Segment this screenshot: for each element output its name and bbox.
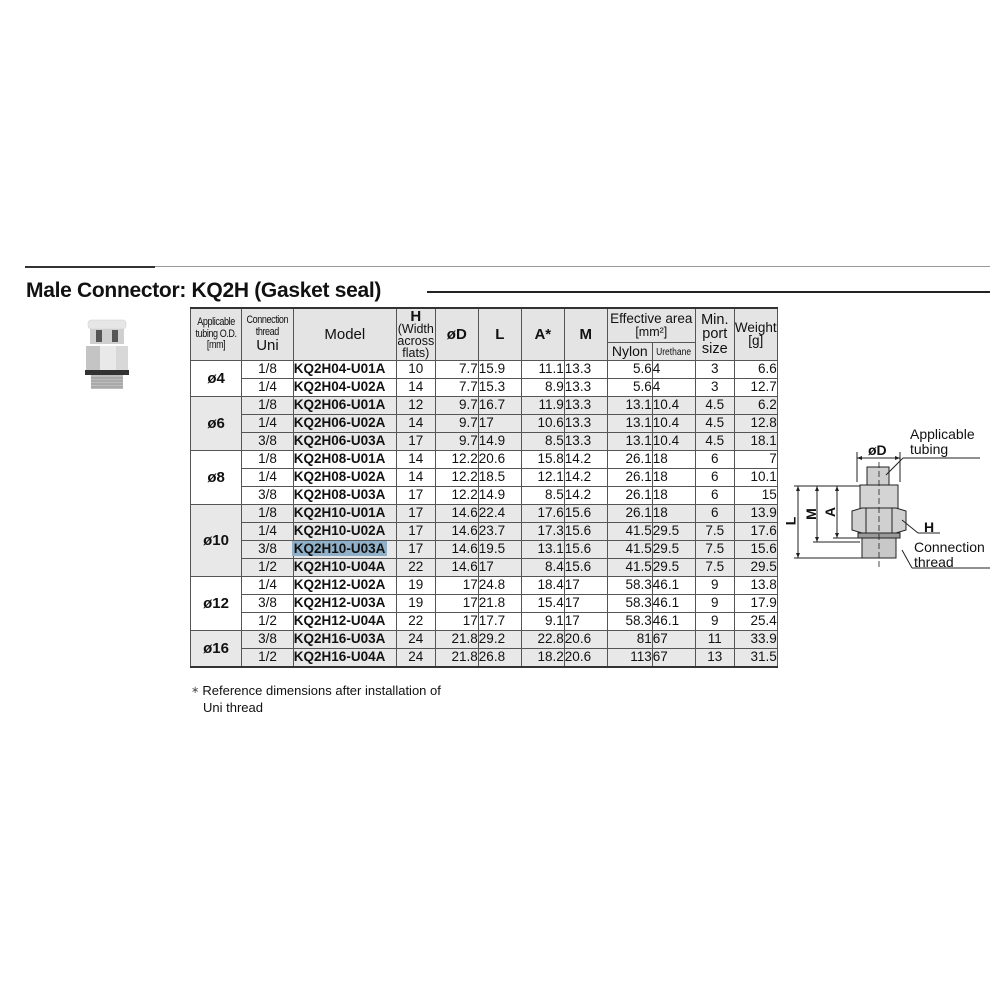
d-cell: 9.7: [435, 432, 478, 450]
a-cell: 18.4: [521, 576, 564, 594]
table-row: [191, 486, 778, 504]
table-row: [191, 378, 778, 396]
weight-cell: 13.9: [734, 504, 777, 522]
port-cell: 7.5: [695, 522, 734, 540]
nylon-cell: 41.5: [607, 522, 652, 540]
header-min-port-size: Min. port size: [695, 308, 734, 360]
header-weight: Weight [g]: [734, 308, 777, 360]
model-cell: KQ2H04-U02A: [293, 378, 396, 396]
weight-cell: 13.8: [734, 576, 777, 594]
table-row: [191, 540, 778, 558]
header-tubing-od: Applicable tubing O.D. [mm]: [191, 308, 242, 360]
a-cell: 18.2: [521, 648, 564, 667]
m-cell: 15.6: [564, 558, 607, 576]
l-cell: 29.2: [478, 630, 521, 648]
thread-cell: 1/4: [242, 576, 294, 594]
selected-model-text[interactable]: KQ2H10-U03A: [293, 541, 386, 557]
tubing-od-cell: ø10: [191, 504, 242, 576]
weight-cell: 12.7: [734, 378, 777, 396]
tubing-od-cell: ø6: [191, 396, 242, 450]
weight-cell: 29.5: [734, 558, 777, 576]
port-cell: 9: [695, 612, 734, 630]
a-cell: 8.9: [521, 378, 564, 396]
table-row: [191, 558, 778, 576]
footnote-line-1: Reference dimensions after installation of: [202, 683, 441, 698]
d-cell: 12.2: [435, 468, 478, 486]
nylon-cell: 26.1: [607, 504, 652, 522]
port-cell: 4.5: [695, 396, 734, 414]
l-cell: 14.9: [478, 486, 521, 504]
a-cell: 8.4: [521, 558, 564, 576]
model-cell: [293, 540, 396, 558]
d-cell: 14.6: [435, 558, 478, 576]
table-row: [191, 468, 778, 486]
a-cell: 9.1: [521, 612, 564, 630]
d-cell: 17: [435, 594, 478, 612]
h-cell: 17: [396, 432, 435, 450]
spec-table: [190, 307, 778, 668]
model-cell: KQ2H08-U02A: [293, 468, 396, 486]
h-cell: 17: [396, 486, 435, 504]
port-cell: 6: [695, 486, 734, 504]
diagram-label-l: L: [782, 516, 799, 526]
m-cell: 15.6: [564, 504, 607, 522]
footnote-line-2: Uni thread: [203, 700, 263, 715]
table-row: [191, 630, 778, 648]
m-cell: 15.6: [564, 522, 607, 540]
l-cell: 17: [478, 414, 521, 432]
diagram-label-thread-1: Connection: [914, 539, 985, 555]
tubing-od-cell: ø8: [191, 450, 242, 504]
urethane-cell: 18: [652, 486, 695, 504]
table-row: [191, 396, 778, 414]
l-cell: 15.9: [478, 360, 521, 378]
nylon-cell: 5.6: [607, 378, 652, 396]
weight-cell: 15: [734, 486, 777, 504]
port-cell: 13: [695, 648, 734, 667]
nylon-cell: 58.3: [607, 612, 652, 630]
top-rule: [155, 266, 990, 267]
product-photo: [82, 318, 132, 390]
weight-cell: 25.4: [734, 612, 777, 630]
nylon-cell: 81: [607, 630, 652, 648]
weight-cell: 6.2: [734, 396, 777, 414]
tubing-od-cell: ø16: [191, 630, 242, 667]
nylon-cell: 26.1: [607, 468, 652, 486]
model-cell: KQ2H16-U04A: [293, 648, 396, 667]
diagram-label-d: øD: [868, 442, 887, 458]
l-cell: 17.7: [478, 612, 521, 630]
weight-cell: 17.6: [734, 522, 777, 540]
m-cell: 17: [564, 594, 607, 612]
a-cell: 8.5: [521, 432, 564, 450]
m-cell: 13.3: [564, 414, 607, 432]
weight-cell: 33.9: [734, 630, 777, 648]
l-cell: 24.8: [478, 576, 521, 594]
h-cell: 14: [396, 414, 435, 432]
m-cell: 13.3: [564, 360, 607, 378]
weight-cell: 31.5: [734, 648, 777, 667]
diagram-label-tubing-2: tubing: [910, 441, 949, 457]
d-cell: 7.7: [435, 360, 478, 378]
port-cell: 9: [695, 576, 734, 594]
tubing-od-cell: ø4: [191, 360, 242, 396]
table-row: [191, 594, 778, 612]
l-cell: 15.3: [478, 378, 521, 396]
thread-cell: 3/8: [242, 630, 294, 648]
port-cell: 6: [695, 504, 734, 522]
d-cell: 9.7: [435, 414, 478, 432]
thread-cell: 1/4: [242, 522, 294, 540]
urethane-cell: 10.4: [652, 414, 695, 432]
urethane-cell: 29.5: [652, 522, 695, 540]
header-urethane: Urethane: [652, 342, 695, 360]
l-cell: 14.9: [478, 432, 521, 450]
a-cell: 15.4: [521, 594, 564, 612]
h-cell: 14: [396, 378, 435, 396]
h-cell: 10: [396, 360, 435, 378]
m-cell: 13.3: [564, 432, 607, 450]
asterisk-icon: ∗: [191, 685, 200, 696]
a-cell: 13.1: [521, 540, 564, 558]
header-effective-area: Effective area [mm²]: [607, 308, 695, 342]
m-cell: 17: [564, 612, 607, 630]
model-cell: KQ2H12-U04A: [293, 612, 396, 630]
weight-cell: 6.6: [734, 360, 777, 378]
model-cell: KQ2H08-U03A: [293, 486, 396, 504]
urethane-cell: 46.1: [652, 594, 695, 612]
model-cell: KQ2H10-U02A: [293, 522, 396, 540]
m-cell: 13.3: [564, 396, 607, 414]
weight-cell: 18.1: [734, 432, 777, 450]
urethane-cell: 18: [652, 450, 695, 468]
nylon-cell: 113: [607, 648, 652, 667]
nylon-cell: 5.6: [607, 360, 652, 378]
m-cell: 14.2: [564, 486, 607, 504]
header-l: L: [478, 308, 521, 360]
h-cell: 19: [396, 594, 435, 612]
diagram-label-a: A: [822, 506, 839, 518]
port-cell: 7.5: [695, 558, 734, 576]
thread-cell: 1/8: [242, 504, 294, 522]
urethane-cell: 4: [652, 378, 695, 396]
l-cell: 26.8: [478, 648, 521, 667]
l-cell: 18.5: [478, 468, 521, 486]
a-cell: 10.6: [521, 414, 564, 432]
header-m: M: [564, 308, 607, 360]
tubing-od-cell: ø12: [191, 576, 242, 630]
h-cell: 22: [396, 558, 435, 576]
weight-cell: 12.8: [734, 414, 777, 432]
top-rule-accent: [25, 266, 155, 268]
urethane-cell: 46.1: [652, 576, 695, 594]
h-cell: 19: [396, 576, 435, 594]
nylon-cell: 41.5: [607, 540, 652, 558]
l-cell: 23.7: [478, 522, 521, 540]
header-d: øD: [435, 308, 478, 360]
title-rule: [427, 291, 990, 293]
d-cell: 9.7: [435, 396, 478, 414]
header-model: Model: [293, 308, 396, 360]
model-cell: KQ2H10-U04A: [293, 558, 396, 576]
port-cell: 11: [695, 630, 734, 648]
table-row: [191, 414, 778, 432]
nylon-cell: 41.5: [607, 558, 652, 576]
a-cell: 15.8: [521, 450, 564, 468]
thread-cell: 3/8: [242, 432, 294, 450]
thread-cell: 1/8: [242, 396, 294, 414]
a-cell: 12.1: [521, 468, 564, 486]
h-cell: 14: [396, 450, 435, 468]
h-cell: 17: [396, 504, 435, 522]
thread-cell: 3/8: [242, 594, 294, 612]
urethane-cell: 18: [652, 468, 695, 486]
urethane-cell: 10.4: [652, 432, 695, 450]
footnote: [191, 682, 441, 716]
thread-cell: 1/2: [242, 648, 294, 667]
d-cell: 17: [435, 612, 478, 630]
table-row: [191, 522, 778, 540]
weight-cell: 15.6: [734, 540, 777, 558]
model-cell: KQ2H10-U01A: [293, 504, 396, 522]
model-cell: KQ2H04-U01A: [293, 360, 396, 378]
model-cell: KQ2H16-U03A: [293, 630, 396, 648]
spec-table-body: [191, 360, 778, 667]
a-cell: 11.9: [521, 396, 564, 414]
table-row: [191, 450, 778, 468]
port-cell: 3: [695, 360, 734, 378]
urethane-cell: 46.1: [652, 612, 695, 630]
d-cell: 12.2: [435, 486, 478, 504]
header-nylon: Nylon: [607, 342, 652, 360]
port-cell: 6: [695, 450, 734, 468]
port-cell: 3: [695, 378, 734, 396]
urethane-cell: 29.5: [652, 558, 695, 576]
urethane-cell: 18: [652, 504, 695, 522]
d-cell: 21.8: [435, 648, 478, 667]
thread-cell: 1/2: [242, 558, 294, 576]
model-cell: KQ2H08-U01A: [293, 450, 396, 468]
m-cell: 20.6: [564, 630, 607, 648]
m-cell: 14.2: [564, 468, 607, 486]
h-cell: 24: [396, 630, 435, 648]
urethane-cell: 10.4: [652, 396, 695, 414]
nylon-cell: 26.1: [607, 486, 652, 504]
d-cell: 21.8: [435, 630, 478, 648]
weight-cell: 7: [734, 450, 777, 468]
nylon-cell: 58.3: [607, 576, 652, 594]
weight-cell: 17.9: [734, 594, 777, 612]
model-cell: KQ2H06-U03A: [293, 432, 396, 450]
d-cell: 17: [435, 576, 478, 594]
a-cell: 17.3: [521, 522, 564, 540]
diagram-label-m: M: [802, 508, 819, 520]
urethane-cell: 67: [652, 630, 695, 648]
a-cell: 22.8: [521, 630, 564, 648]
port-cell: 9: [695, 594, 734, 612]
thread-cell: 1/4: [242, 378, 294, 396]
thread-cell: 1/8: [242, 360, 294, 378]
h-cell: 14: [396, 468, 435, 486]
h-cell: 17: [396, 540, 435, 558]
header-h: H (Width across flats): [397, 308, 435, 360]
a-cell: 17.6: [521, 504, 564, 522]
port-cell: 4.5: [695, 432, 734, 450]
table-row: [191, 432, 778, 450]
fitting-drawing-icon: [790, 420, 1000, 580]
nylon-cell: 26.1: [607, 450, 652, 468]
l-cell: 21.8: [478, 594, 521, 612]
nylon-cell: 13.1: [607, 396, 652, 414]
thread-cell: 3/8: [242, 540, 294, 558]
d-cell: 14.6: [435, 522, 478, 540]
diagram-label-tubing-1: Applicable: [910, 426, 975, 442]
model-cell: KQ2H06-U02A: [293, 414, 396, 432]
a-cell: 11.1: [521, 360, 564, 378]
l-cell: 17: [478, 558, 521, 576]
thread-cell: 1/2: [242, 612, 294, 630]
nylon-cell: 13.1: [607, 414, 652, 432]
thread-cell: 1/4: [242, 414, 294, 432]
a-cell: 8.5: [521, 486, 564, 504]
d-cell: 12.2: [435, 450, 478, 468]
h-cell: 24: [396, 648, 435, 667]
d-cell: 14.6: [435, 540, 478, 558]
l-cell: 20.6: [478, 450, 521, 468]
thread-cell: 1/4: [242, 468, 294, 486]
port-cell: 4.5: [695, 414, 734, 432]
table-row: [191, 648, 778, 667]
h-cell: 17: [396, 522, 435, 540]
thread-cell: 3/8: [242, 486, 294, 504]
port-cell: 7.5: [695, 540, 734, 558]
model-cell: KQ2H12-U03A: [293, 594, 396, 612]
weight-cell: 10.1: [734, 468, 777, 486]
m-cell: 13.3: [564, 378, 607, 396]
d-cell: 7.7: [435, 378, 478, 396]
h-cell: 12: [396, 396, 435, 414]
table-row: [191, 576, 778, 594]
l-cell: 19.5: [478, 540, 521, 558]
urethane-cell: 4: [652, 360, 695, 378]
m-cell: 15.6: [564, 540, 607, 558]
page-title: Male Connector: KQ2H (Gasket seal): [26, 279, 382, 302]
urethane-cell: 29.5: [652, 540, 695, 558]
m-cell: 14.2: [564, 450, 607, 468]
diagram-label-thread-2: thread: [914, 554, 954, 570]
thread-cell: 1/8: [242, 450, 294, 468]
table-row: [191, 360, 778, 378]
h-cell: 22: [396, 612, 435, 630]
header-connection-thread: Connection thread Uni: [242, 308, 294, 360]
diagram-label-h: H: [924, 519, 935, 535]
header-a: A*: [521, 308, 564, 360]
l-cell: 16.7: [478, 396, 521, 414]
d-cell: 14.6: [435, 504, 478, 522]
model-cell: KQ2H06-U01A: [293, 396, 396, 414]
dimension-diagram: [782, 420, 1000, 580]
m-cell: 17: [564, 576, 607, 594]
table-row: [191, 504, 778, 522]
model-cell: KQ2H12-U02A: [293, 576, 396, 594]
urethane-cell: 67: [652, 648, 695, 667]
l-cell: 22.4: [478, 504, 521, 522]
nylon-cell: 58.3: [607, 594, 652, 612]
table-row: [191, 612, 778, 630]
port-cell: 6: [695, 468, 734, 486]
nylon-cell: 13.1: [607, 432, 652, 450]
m-cell: 20.6: [564, 648, 607, 667]
